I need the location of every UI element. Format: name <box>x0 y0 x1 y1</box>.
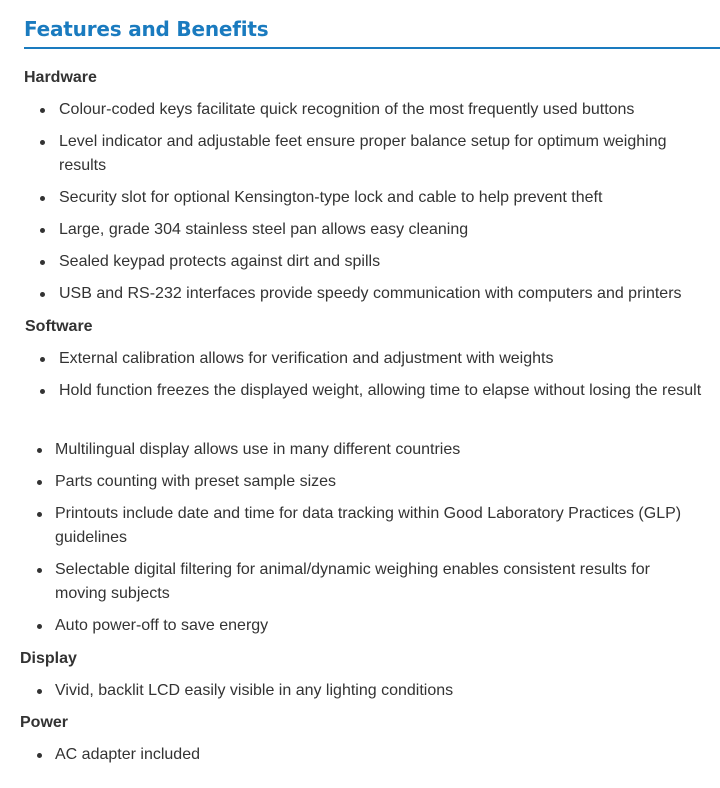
list-item: Hold function freezes the displayed weight, allowing time to elapse without losing the result <box>0 379 709 403</box>
display-list <box>0 679 705 703</box>
list-item: Sealed keypad protects against dirt and spills <box>0 250 709 274</box>
software-list <box>0 347 709 403</box>
list-item: Vivid, backlit LCD easily visible in any lighting conditions <box>0 679 705 703</box>
list-item: Colour-coded keys facilitate quick recognition of the most frequently used buttons <box>0 98 709 122</box>
list-item: Selectable digital filtering for animal/dynamic weighing enables consistent results for moving subjects <box>0 558 705 606</box>
page-title: Features and Benefits <box>24 17 269 41</box>
list-item: Security slot for optional Kensington-type lock and cable to help prevent theft <box>0 186 709 210</box>
list-item: Level indicator and adjustable feet ensure proper balance setup for optimum weighing results <box>0 130 709 178</box>
section-heading-hardware: Hardware <box>24 69 97 86</box>
software-list-continued <box>0 438 705 638</box>
list-item: Multilingual display allows use in many different countries <box>0 438 705 462</box>
title-underline <box>24 47 720 49</box>
section-heading-software: Software <box>25 318 93 335</box>
power-list <box>0 743 705 767</box>
list-item: Printouts include date and time for data tracking within Good Laboratory Practices (GLP) guidelines <box>0 502 705 550</box>
list-item: USB and RS-232 interfaces provide speedy communication with computers and printers <box>0 282 709 306</box>
section-heading-display: Display <box>20 650 77 667</box>
list-item: AC adapter included <box>0 743 705 767</box>
list-item: Parts counting with preset sample sizes <box>0 470 705 494</box>
section-heading-power: Power <box>20 714 69 731</box>
hardware-list <box>0 98 709 306</box>
list-item: External calibration allows for verification and adjustment with weights <box>0 347 709 371</box>
list-item: Large, grade 304 stainless steel pan allows easy cleaning <box>0 218 709 242</box>
list-item: Auto power-off to save energy <box>0 614 705 638</box>
